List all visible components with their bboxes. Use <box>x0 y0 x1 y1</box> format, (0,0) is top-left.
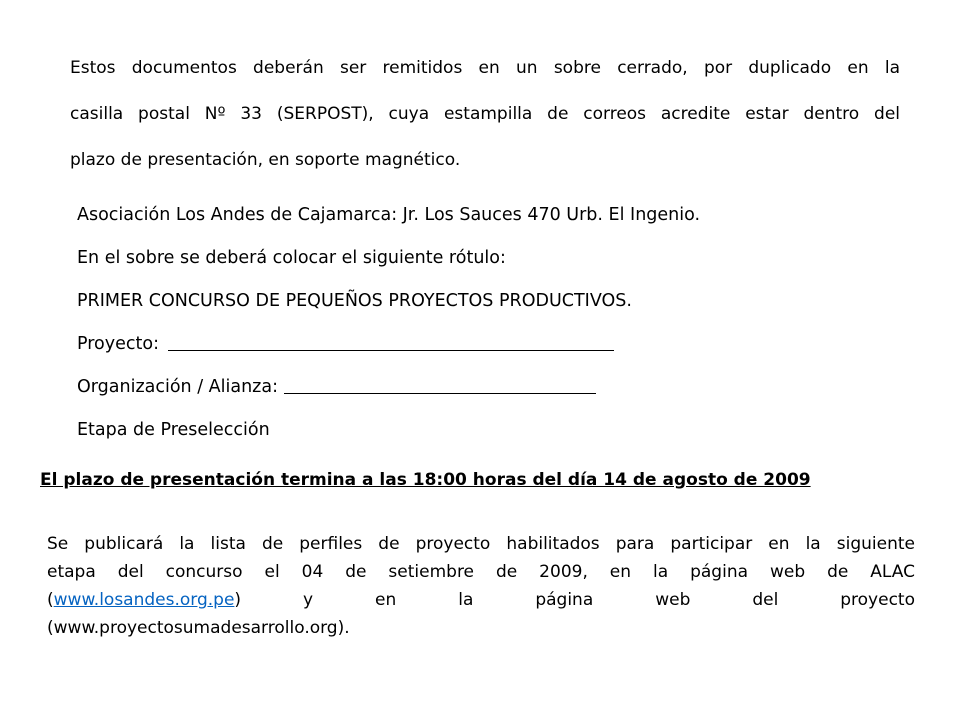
submission-paragraph <box>70 45 900 183</box>
organization-field-row <box>77 366 700 409</box>
paragraph-line: etapa del concurso el 04 de setiembre de 2009, en la página web de ALAC <box>47 562 915 582</box>
paragraph-line: (www.proyectosumadesarrollo.org). <box>47 618 350 638</box>
paragraph-line: plazo de presentación, en soporte magnético. <box>70 150 461 170</box>
project-label: Proyecto: <box>77 334 159 354</box>
paragraph-line-with-link <box>47 586 915 614</box>
stage-line: Etapa de Preselección <box>77 420 270 440</box>
label-instruction: En el sobre se deberá colocar el siguiente rótulo: <box>77 248 506 268</box>
organization-blank-line <box>284 371 596 394</box>
deadline-heading: El plazo de presentación termina a las 18:00 horas del día 14 de agosto de 2009 <box>40 470 811 490</box>
project-blank-line <box>168 328 614 351</box>
publication-paragraph <box>47 530 915 642</box>
envelope-label-block <box>77 194 700 452</box>
contest-title: PRIMER CONCURSO DE PEQUEÑOS PROYECTOS PRODUCTIVOS. <box>77 291 632 311</box>
open-paren: ( <box>47 590 54 610</box>
paragraph-line: Estos documentos deberán ser remitidos en un sobre cerrado, por duplicado en la <box>70 58 900 78</box>
project-field-row <box>77 323 700 366</box>
organization-label: Organización / Alianza: <box>77 377 278 397</box>
paragraph-line: Se publicará la lista de perfiles de proyecto habilitados para participar en la siguiente <box>47 534 915 554</box>
link-trailing-text: ) y en la página web del proyecto <box>234 590 915 610</box>
paragraph-line: casilla postal Nº 33 (SERPOST), cuya estampilla de correos acredite estar dentro del <box>70 104 900 124</box>
address-line: Asociación Los Andes de Cajamarca: Jr. Los Sauces 470 Urb. El Ingenio. <box>77 205 701 225</box>
losandes-website-link[interactable]: www.losandes.org.pe <box>53 590 235 610</box>
